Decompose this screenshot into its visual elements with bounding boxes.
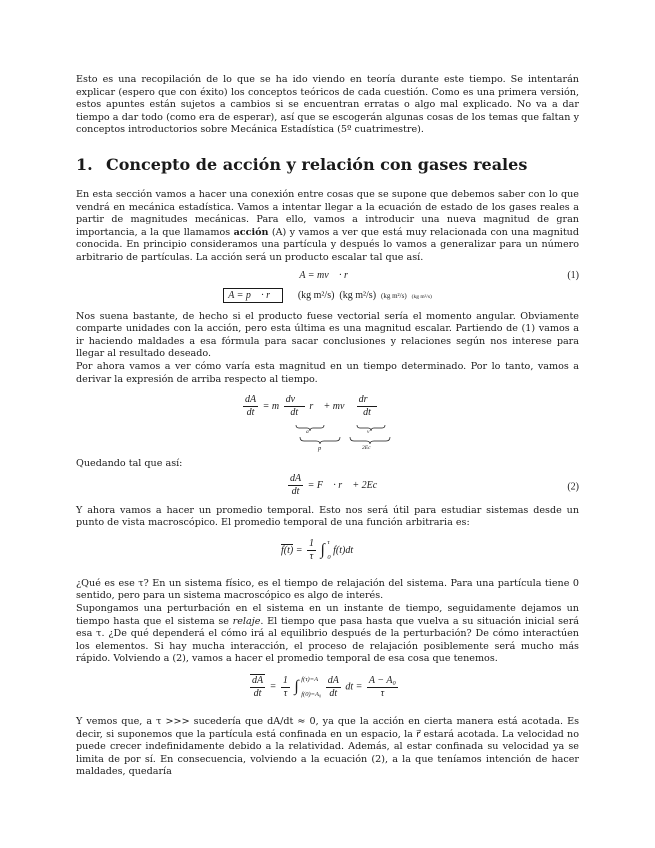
integral-sign: ∫: [320, 541, 325, 559]
integral-sign-2: ∫: [294, 678, 299, 696]
units-3: (kg m²/s): [381, 291, 407, 300]
frac-A-A0-tau: [367, 675, 398, 700]
frac-1-tau-2: [281, 675, 290, 700]
paragraph-promedio: Y ahora vamos a hacer un promedio temporal. Esto nos será útil para estudiar sistemas desde un punto de vista macroscópico. El promedio temporal de una función arbitraria es:: [76, 504, 579, 529]
paragraph-acotada: Y vemos que, a τ >>> sucedería que dA/dt ≈ 0, ya que la acción en cierta manera está acotada. Es decir, si suponemos que la partícula está confinada en un espacio, la r⃗ estará acotada. La velocidad no puede crecer indefinidamente debido a la relatividad. Además, al estar confinada su velocidad ya se limita de por sí. En consecuencia, volviendo a la ecuación (2), a la que teníamos intención de hacer maldades, quedaría: [76, 716, 579, 778]
underbrace-2ec: [350, 437, 390, 444]
units-1: (kg m²/s): [297, 289, 335, 301]
frac-num: 1: [308, 537, 314, 549]
underbrace-a-label: a⃗: [306, 429, 314, 436]
eq2-m: = m: [262, 400, 280, 412]
frac-den: τ: [309, 550, 314, 562]
boxed-formula: A = p⃗ · r⃗: [223, 288, 283, 303]
intro-paragraph: Esto es una recopilación de lo que se ha ido viendo en teoría durante este tiempo. Se intentarán explicar (espero que con éxito) los conceptos teóricos de cada cuestión. Como es una primera versión, estos apuntes están sujetos a cambios si se encuentran erratas o algo mal explicado. No va a dar tiempo a dar todo (como era de esperar), así que se escogerán algunas cosas de los temas que faltan y conceptos introductorios sobre Mecánica Estadística (5º cuatrimestre).: [76, 74, 579, 136]
paragraph-tau: ¿Qué es ese τ? En un sistema físico, es el tiempo de relajación del sistema. Para una partícula tiene 0 sentido, pero para un sistema macroscópico es algo de interés.: [76, 577, 579, 602]
paragraph-accion: [76, 189, 579, 265]
frac-num: 1: [282, 674, 288, 686]
lower-limit: 0: [327, 554, 331, 562]
accion-bold-term: acción: [233, 226, 269, 238]
frac-den: dt: [329, 687, 338, 699]
underbrace-v-label: v⃗: [367, 429, 374, 436]
equation-2-tag: (2): [567, 481, 579, 493]
frac-num: dA: [245, 394, 257, 406]
units-4: (kg m²/s): [411, 293, 432, 300]
integral-limits: [327, 538, 330, 562]
mid-tail: dt =: [345, 681, 363, 693]
frac-den: τ: [283, 687, 288, 699]
frac-avg-dA-dt: [250, 674, 265, 700]
equation-boxed-units: [76, 287, 579, 305]
equation-1-expr: A = mv⃗ · r⃗: [299, 269, 356, 281]
frac-num: dA: [290, 472, 302, 484]
paragraph-momento-angular: Nos suena bastante, de hecho si el producto fuese vectorial sería el momento angular. Obviamente comparte unidades con la acción, pero esta última es una magnitud escalar. Partiendo de (1) vamos a ir haciendo maldades a esa fórmula para sacar conclusiones y relaciones según nos interese para llegar al resultado deseado.: [76, 310, 579, 360]
paragraph-perturbacion: [76, 603, 579, 666]
underbraces-svg: [76, 394, 579, 452]
frac-den: dt: [291, 485, 300, 497]
para7-text-b: . El tiempo que pasa hasta que vuelva a su situación inicial será esa τ. ¿De qué dependerá el cómo irá al equilibrio después de la perturbación? De cómo interactúen los elementos. Si hay mucha interacción, el proceso de relajación posiblemente será mucho más rápido. Volviendo a (2), vamos a hacer el promedio temporal de esa cosa que tenemos.: [76, 615, 579, 665]
equation-1: [76, 269, 579, 283]
document-page: [76, 74, 579, 779]
frac-num: dA: [327, 674, 339, 686]
paragraph-quedando: Quedando tal que así:: [76, 458, 183, 470]
frac-1-tau: [307, 538, 316, 563]
equation-2: [76, 473, 579, 501]
equation-average-dA: $\frac{dA}{dt}$ = $\frac{1}{\tau}$ ∫ f(τ)=A f(0)=A₀ $\frac{dA}{dt}$ dt = $\frac{\text{A − A₀}}{\tau}$: [252, 674, 396, 700]
section-heading: [76, 155, 579, 175]
relaje-emphasis: relaje: [232, 615, 261, 627]
equation-derivative: [76, 394, 579, 452]
frac-num: dv⃗: [285, 394, 303, 406]
frac-den: τ: [380, 687, 385, 699]
underbrace-p-label: p⃗: [318, 445, 327, 453]
equation-2-rhs: = F⃗ · r⃗ + 2Ec: [307, 479, 378, 491]
frac-den: dt: [253, 688, 262, 700]
para7-text-a: Supongamos una perturbación en el sistema en un instante de tiempo, seguidamente dejamos un tiempo hasta que el sistema se: [76, 603, 579, 627]
integrand: f(t)dt: [333, 544, 354, 556]
equation-1-tag: (1): [567, 269, 579, 281]
section-title: Concepto de acción y relación con gases reales: [106, 154, 528, 174]
para1-text-b: (A) y vamos a ver que está muy relacionada con una magnitud conocida. En principio consideramos una partícula y después lo vamos a generalizar para un número arbitrario de partículas. La acción será un producto escalar tal que así.: [76, 226, 580, 263]
upper-limit: τ: [327, 539, 330, 547]
equals-sign: =: [295, 544, 303, 556]
frac-den: dt: [363, 407, 371, 419]
equation-time-average: [76, 536, 579, 572]
integral-limits-2: [301, 675, 321, 699]
units-2: (kg m²/s): [339, 289, 377, 301]
section-number: 1.: [76, 154, 93, 174]
frac-dA-dt-2: [288, 473, 303, 498]
eq2-r-mv: r⃗ + mv⃗: [309, 400, 353, 412]
underbrace-2ec-label: 2Ec: [362, 445, 371, 452]
upper-limit: f(τ)=A: [301, 676, 319, 684]
frac-dA-dt-mid: [326, 675, 341, 700]
lower-limit: f(0)=A₀: [301, 691, 322, 699]
average-f-t: f(t): [281, 544, 294, 556]
para1-text-a: En esta sección vamos a hacer una conexión entre cosas que se supone que debemos saber con lo que vendrá en mecánica estadística. Vamos a intentar llegar a la ecuación de estado de los gases reales a partir de magnitudes mecánicas. Para ello, vamos a introducir una nueva magnitud de gran importancia, a la que llamamos: [76, 188, 579, 238]
underbrace-p: [300, 437, 340, 444]
frac-num: dA: [252, 675, 264, 687]
frac-den: dt: [246, 407, 255, 419]
frac-den: dt: [290, 407, 299, 419]
frac-num: A − A₀: [368, 674, 396, 686]
paragraph-derivar: Por ahora vamos a ver cómo varía esta magnitud en un tiempo determinado. Por lo tanto, vamos a derivar la expresión de arriba respecto al tiempo.: [76, 360, 579, 385]
frac-num: dr⃗: [358, 394, 376, 406]
